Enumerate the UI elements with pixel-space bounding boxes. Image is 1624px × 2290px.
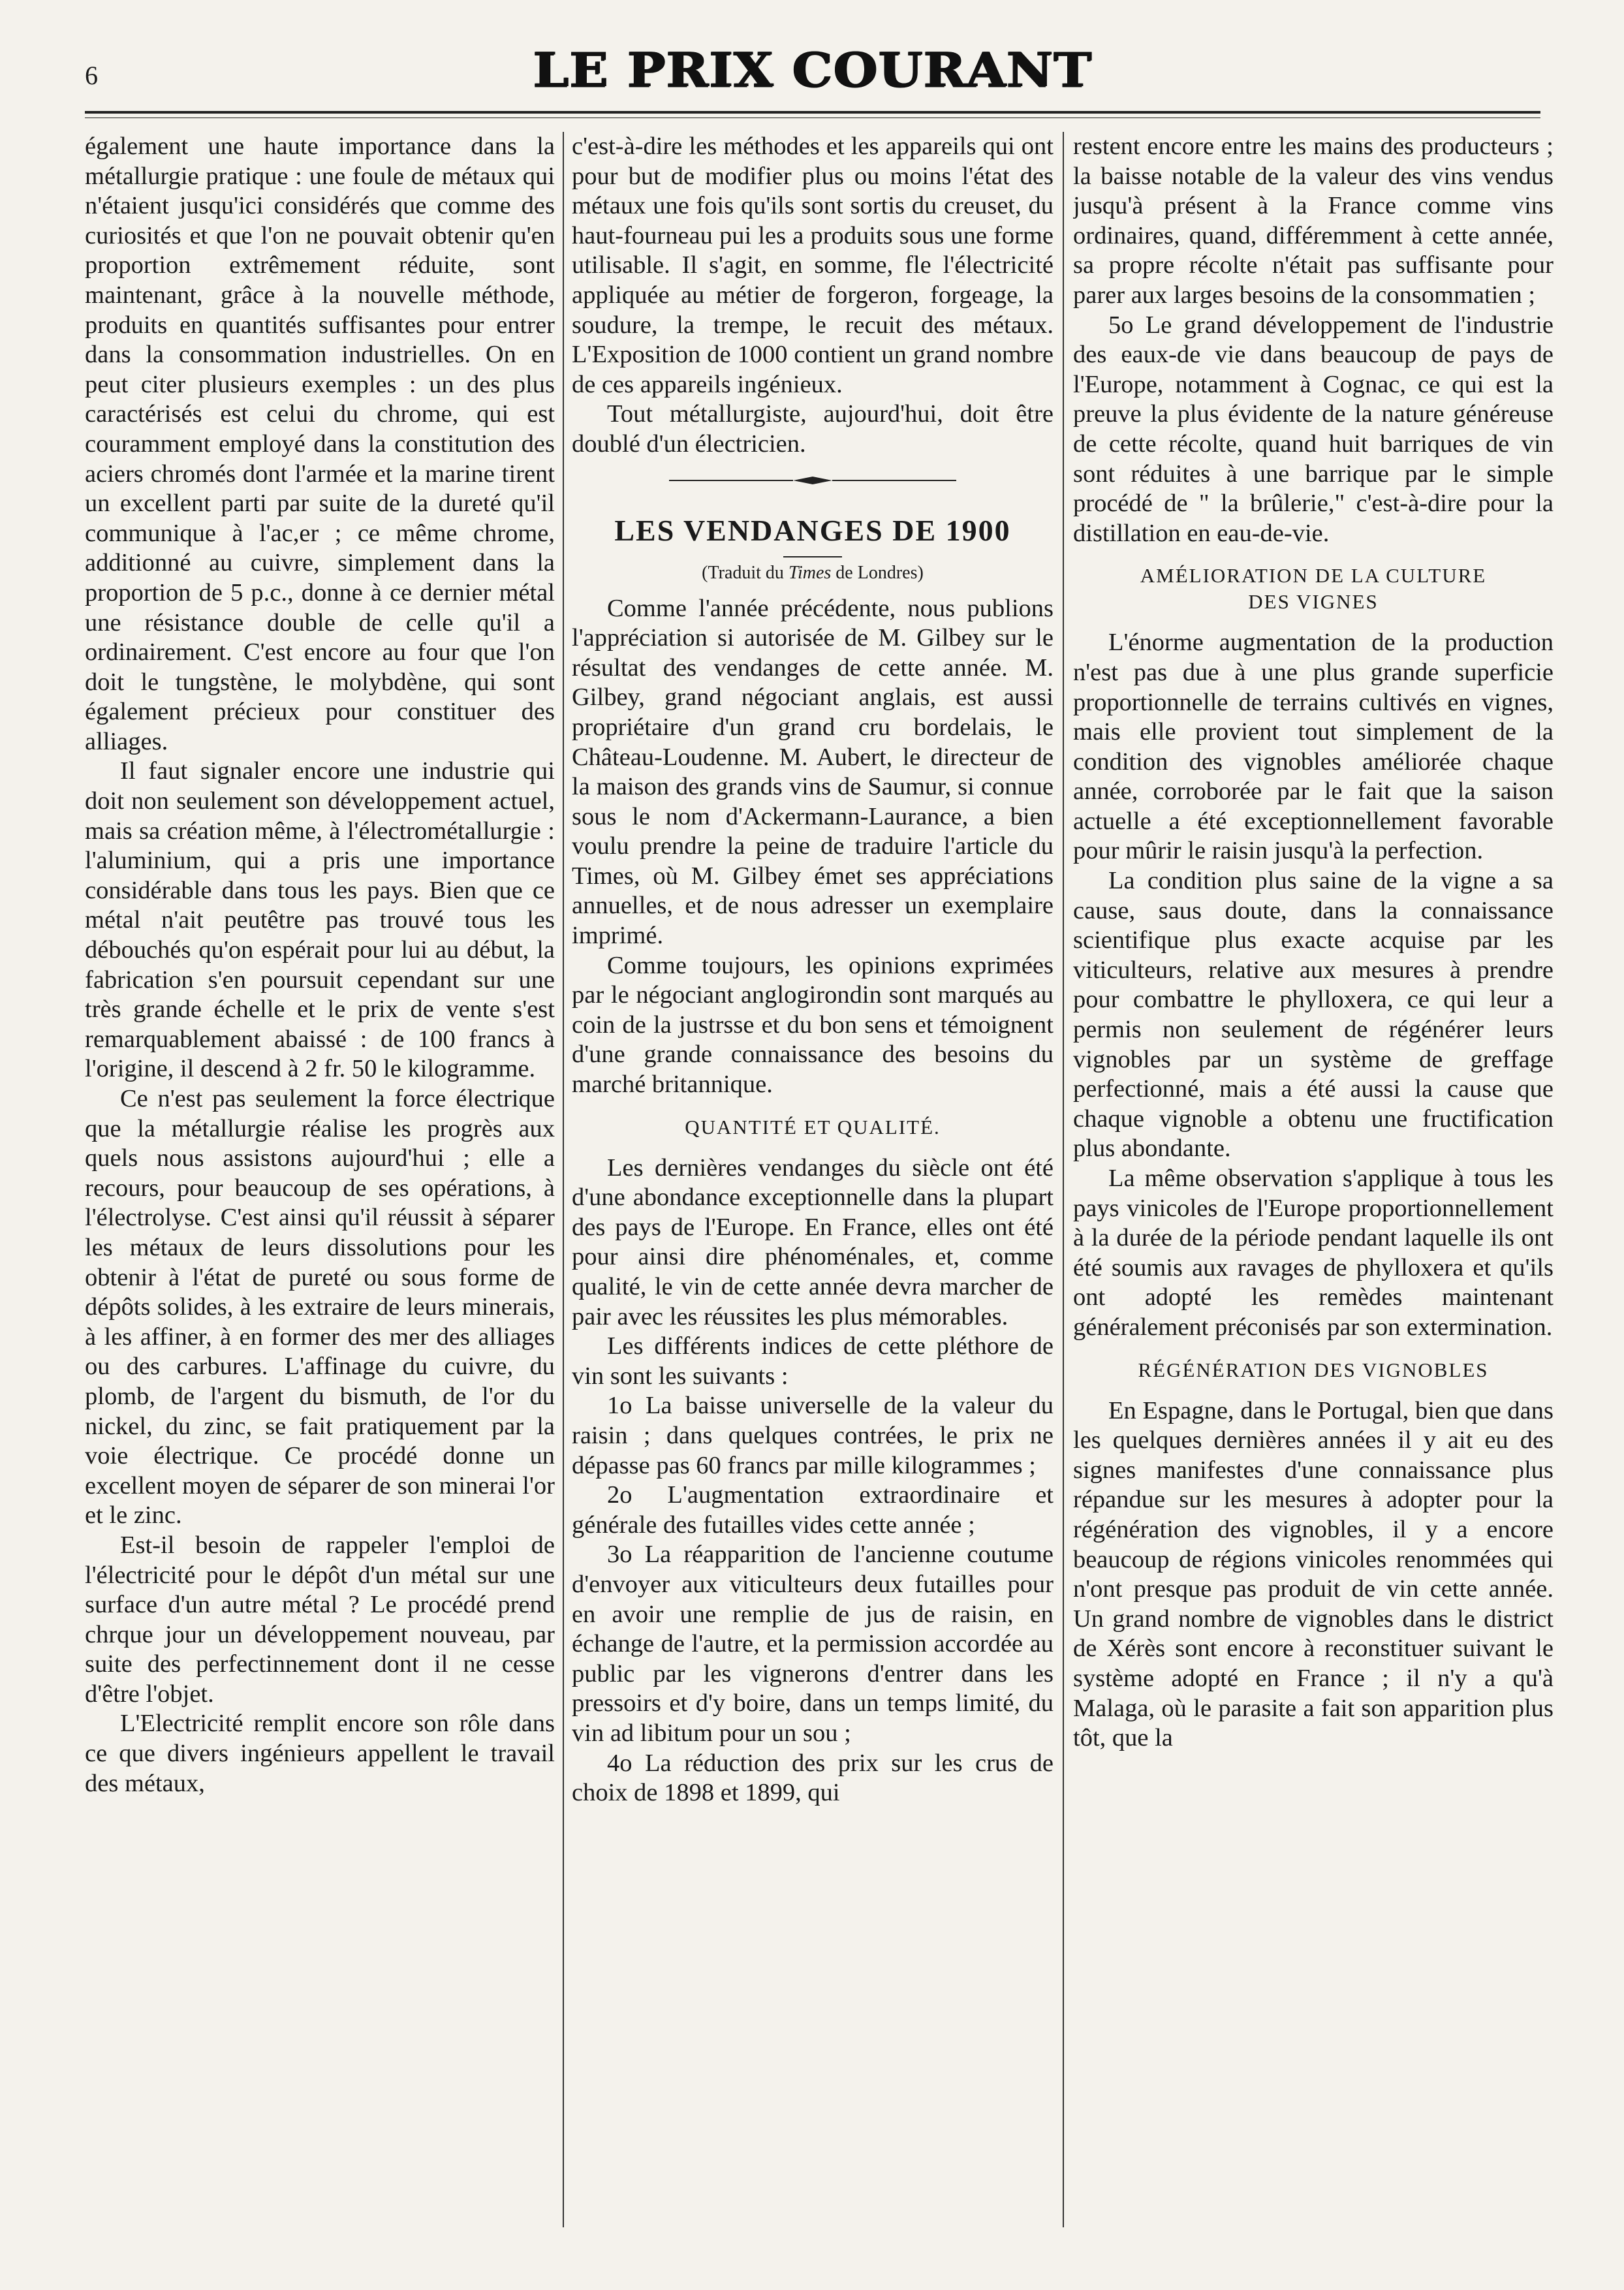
paragraph: restent encore entre les mains des producteurs ; la baisse notable de la valeur des vins vendus jusqu'à présent à la France comme vins ordinaires, quand, différemment à cette année, sa propre récolte n'était pas suffisante pour parer aux larges besoins de la consommatien ;	[1073, 133, 1554, 309]
paragraph: L'énorme augmentation de la production n'est pas due à une plus grande superficie proportionnelle de terrains cultivés en vignes, mais elle provient tout simplement de la condition des vignobles améliorée chaque année, corroborée par le fait que la saison actuelle a été exceptionnellement favorable pour mûrir le raisin jusqu'à la perfection.	[1073, 629, 1554, 865]
section-heading: RÉGÉNÉRATION DES VIGNOBLES	[1138, 1358, 1489, 1381]
list-item: 3o La réapparition de l'ancienne coutume d'envoyer aux viticulteurs deux futailles pour en avoir une remplie de jus de raisin, en échange de l'autre, et la permission accordée au public par les vignerons d'entrer dans les pressoirs et d'y boire, dans un temps limité, du vin ad libitum pour un sou ;	[572, 1541, 1054, 1747]
column-divider	[1063, 132, 1064, 2227]
page-number: 6	[85, 61, 98, 90]
paragraph: Est-il besoin de rappeler l'emploi de l'électricité pour le dépôt d'un métal sur une surface d'un autre métal ? Le procédé prend chrque jour un développement nouveau, par suite des perfectinnement dont il ne cesse d'être l'objet.	[85, 1531, 555, 1708]
paragraph: Comme toujours, les opinions exprimées par le négociant anglogirondin sont marqués au coin de la justrsse et du bon sens et témoignent d'une grande connaissance des besoins du marché britannique.	[572, 951, 1054, 1099]
paragraph: La même observation s'applique à tous les pays vinicoles de l'Europe proportionnellement à la durée de la période pendant laquelle ils ont été soumis aux ravages de phylloxera et qu'ils ont adopté les remèdes maintenant généralement préconisés par son extermination.	[1073, 1165, 1554, 1341]
header-rule	[85, 111, 1540, 114]
paragraph: La condition plus saine de la vigne a sa cause, saus doute, dans la connaissance scientifique plus exacte acquise par les viticulteurs, relative aux mesures à prendre pour combattre le phylloxera, ce qui leur a permis non seulement de régénérer leurs vignobles par un système de greffage perfectionné, mais a été aussi la cause que chaque vignoble a obtenu une fructification plus abondante.	[1073, 867, 1554, 1163]
list-item: 1o La baisse universelle de la valeur du raisin ; dans quelques contrées, le prix ne dépasse pas 60 francs par mille kilogrammes ;	[572, 1392, 1054, 1479]
section-heading-line2: DES VIGNES	[1248, 590, 1379, 614]
list-item: 2o L'augmentation extraordinaire et générale des futailles vides cette année ;	[572, 1481, 1054, 1539]
column-1	[85, 132, 555, 2227]
column-2	[572, 132, 1054, 2227]
paragraph: Ce n'est pas seulement la force électrique que la métallurgie réalise les progrès aux quels nous assistons aujourd'hui ; elle a recours, pour beaucoup de ses opérations, à l'électrolyse. C'est ainsi qu'il réussit à séparer les métaux de leurs dissolutions pour les obtenir à l'état de pureté ou sous forme de dépôts solides, à les extraire de leurs minerais, à les affiner, à en former des mer des alliages ou des carbures. L'affinage du cuivre, du plomb, de l'argent du bismuth, de l'or du nickel, du zinc, se fait pratiquement par la voie électrique. Ce procédé donne un excellent moyen de séparer de son minerai l'or et le zinc.	[85, 1085, 555, 1529]
column-divider	[563, 132, 564, 2227]
masthead-title: LE PRIX COURANT	[532, 42, 1092, 98]
title-underline	[783, 556, 842, 557]
section-heading: QUANTITÉ ET QUALITÉ.	[685, 1115, 941, 1138]
paragraph: 5o Le grand développement de l'industrie des eaux-de vie dans beaucoup de pays de l'Europe, notamment à Cognac, ce qui est la preuve la plus évidente de la nature généreuse de cette récolte, quand huit barriques de vin sont réduites à une barrique par le simple procédé de " la brûlerie," c'est-à-dire pour la distillation en eau-de-vie.	[1073, 311, 1554, 547]
paragraph: L'Electricité remplit encore son rôle dans ce que divers ingénieurs appellent le travail des métaux,	[85, 1710, 555, 1797]
section-heading: AMÉLIORATION DE LA CULTURE	[1140, 564, 1487, 588]
paragraph: Tout métallurgiste, aujourd'hui, doit être doublé d'un électricien.	[572, 400, 1054, 458]
column-3	[1073, 132, 1554, 2227]
list-item: 4o La réduction des prix sur les crus de choix de 1898 et 1899, qui	[572, 1749, 1054, 1807]
article-credit: (Traduit du Times de Londres)	[702, 562, 924, 583]
paragraph: Les dernières vendanges du siècle ont été d'une abondance exceptionnelle dans la plupart des pays de l'Europe. En France, elles ont été pour ainsi dire phénoménales, et, comme qualité, le vin de cette année devra marcher de pair avec les réussites les plus mémorables.	[572, 1153, 1054, 1330]
paragraph: Il faut signaler encore une industrie qui doit non seulement son développement actuel, mais sa création même, à l'électrométallurgie : l'aluminium, qui a pris une importance considérable dans tous les pays. Bien que ce métal n'ait peutêtre pas trouvé tous les débouchés qu'on espérait pour lui au début, la fabrication s'en poursuit cependant sur une très grande échelle et le prix de vente s'est remarquablement abaissé : de 100 francs à l'origine, il descend à 2 fr. 50 le kilogramme.	[85, 757, 555, 1083]
section-divider-ornament	[669, 474, 956, 487]
masthead	[0, 40, 1624, 100]
paragraph: Les différents indices de cette pléthore de vin sont les suivants :	[572, 1332, 1054, 1390]
paragraph: En Espagne, dans le Portugal, bien que dans les quelques dernières années il y ait eu des signes manifestes d'une connaissance plus répandue sur les mesures à adopter pour la régénération des vignobles, il y a encore beaucoup de régions vinicoles renommées qui n'ont presque pas produit de vin cette année. Un grand nombre de vignobles dans le district de Xérès sont encore à reconstituer suivant le système adopté en France ; il n'y a qu'à Malaga, où le parasite a fait son apparition plus tôt, que la	[1073, 1396, 1554, 1752]
article-title: LES VENDANGES DE 1900	[614, 513, 1011, 547]
paragraph: Comme l'année précédente, nous publions l'appréciation si autorisée de M. Gilbey sur le résultat des vendanges de cette année. M. Gilbey, grand négociant anglais, est aussi propriétaire d'un grand cru bordelais, le Château-Loudenne. M. Aubert, le directeur de la maison des grands vins de Saumur, si connue sous le nom d'Ackermann-Laurance, a bien voulu prendre la peine de traduire l'article du Times, où M. Gilbey émet ses appréciations annuelles, et de nous adresser un exemplaire imprimé.	[572, 594, 1054, 950]
paragraph: c'est-à-dire les méthodes et les appareils qui ont pour but de modifier plus ou moins l'état des métaux une fois qu'ils sont sortis du creuset, du haut-fourneau pui les a produits sous une forme utilisable. Il s'agit, en somme, fle l'électricité appliquée au métier de forgeron, forgeage, la soudure, la trempe, le recuit des métaux. L'Exposition de 1000 contient un grand nombre de ces appareils ingénieux.	[572, 133, 1054, 398]
paragraph: également une haute importance dans la métallurgie pratique : une foule de métaux qui n'étaient jusqu'ici considérés que comme des curiosités et que l'on ne pouvait obtenir qu'en proportion extrêmement réduite, sont maintenant, grâce à la nouvelle méthode, produits en quantités suffisantes pour entrer dans la consommation industrielles. On en peut citer plusieurs exemples : un des plus caractérisés est celui du chrome, qui est couramment employé dans la constitution des aciers chromés dont l'armée et la marine tirent un excellent parti par suite de la dureté qu'il communique à l'ac,er ; ce même chrome, additionné au cuivre, simplement dans la proportion de 5 p.c., donne à ce dernier métal une résistance double de celle qu'il a ordinairement. C'est encore au four que l'on doit le tungstène, le molybdène, qui sont également précieux pour constituer des alliages.	[85, 133, 555, 755]
